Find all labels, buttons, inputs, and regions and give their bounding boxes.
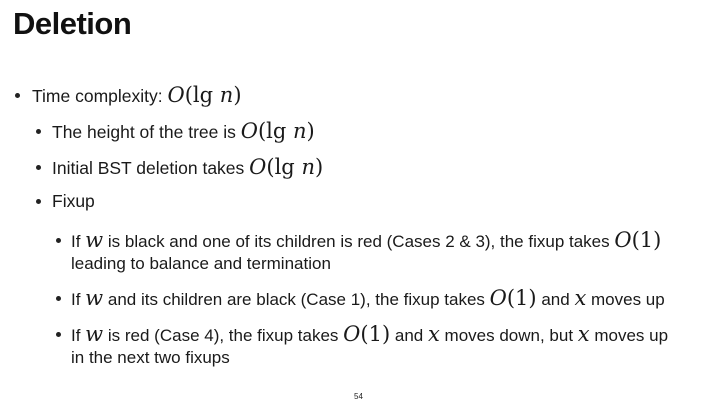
text-fragment: O	[614, 228, 632, 252]
formula-O-lg-n: O(lg n)	[167, 83, 242, 107]
text-fragment: lg	[192, 83, 214, 107]
text-fragment: and	[536, 290, 575, 309]
bullet-line-1	[71, 229, 661, 253]
text-fragment: lg	[274, 155, 295, 179]
formula-O-1: O(1)	[343, 322, 391, 346]
bullet-line-1	[71, 323, 668, 347]
text-fragment: O	[489, 286, 507, 310]
text-fragment: O	[240, 119, 258, 143]
text-fragment: n	[219, 83, 234, 107]
var-x: x	[574, 286, 587, 310]
bullet-line-2: leading to balance and termination	[71, 254, 331, 273]
text-fragment: 1	[639, 228, 654, 252]
bullet-case-2-3	[56, 229, 661, 275]
text-fragment: is red (Case 4), the fixup takes	[103, 326, 344, 345]
text-fragment: is black and one of its children is red (Cases 2 & 3), the fixup takes	[103, 232, 615, 251]
bullet-label: Time complexity:	[32, 86, 168, 106]
bullet-dot	[15, 93, 20, 98]
text-fragment: moves up	[589, 326, 669, 345]
text-fragment: 1	[368, 322, 382, 346]
text-fragment: and	[390, 326, 428, 345]
bullet-text	[32, 84, 242, 107]
var-w: w	[85, 286, 104, 310]
page-number: 54	[354, 392, 363, 401]
bullet-initial-bst-deletion	[36, 156, 323, 179]
text-fragment: n	[301, 155, 315, 179]
bullet-dot	[36, 165, 41, 170]
formula-O-lg-n: O(lg n)	[249, 155, 324, 179]
formula-O-1: O(1)	[489, 286, 537, 310]
bullet-dot	[56, 238, 61, 243]
var-w: w	[85, 322, 104, 346]
text-fragment: O	[343, 322, 361, 346]
bullet-text	[71, 229, 661, 275]
text-fragment: Initial BST deletion takes	[52, 158, 250, 178]
text-fragment: The height of the tree is	[52, 122, 241, 142]
text-fragment: If	[71, 290, 86, 309]
formula-O-lg-n: O(lg n)	[240, 119, 315, 143]
text-fragment: moves down, but	[439, 326, 578, 345]
text-fragment: If	[71, 232, 86, 251]
text-fragment: n	[293, 119, 307, 143]
bullet-text	[52, 156, 323, 179]
text-fragment: 1	[515, 286, 529, 310]
bullet-dot	[36, 199, 41, 204]
bullet-dot	[56, 332, 61, 337]
text-fragment: If	[71, 326, 86, 345]
formula-O-1: O(1)	[614, 228, 662, 252]
var-x: x	[427, 322, 440, 346]
bullet-text: Fixup	[52, 191, 95, 211]
bullet-case-4	[56, 323, 668, 369]
text-fragment: O	[167, 83, 185, 107]
slide-title: Deletion	[13, 6, 132, 41]
bullet-text	[71, 323, 668, 369]
bullet-tree-height	[36, 120, 315, 143]
var-x: x	[577, 322, 590, 346]
bullet-dot	[36, 129, 41, 134]
text-fragment: lg	[266, 119, 287, 143]
text-fragment: O	[249, 155, 267, 179]
bullet-text	[52, 120, 315, 143]
bullet-fixup	[36, 190, 95, 212]
bullet-time-complexity	[15, 84, 242, 107]
bullet-case-1	[56, 287, 665, 311]
text-fragment: and its children are black (Case 1), the fixup takes	[103, 290, 490, 309]
bullet-text	[71, 287, 665, 311]
bullet-dot	[56, 296, 61, 301]
text-fragment: moves up	[586, 290, 665, 309]
bullet-line-2: in the next two fixups	[71, 348, 230, 367]
var-w: w	[85, 228, 104, 252]
